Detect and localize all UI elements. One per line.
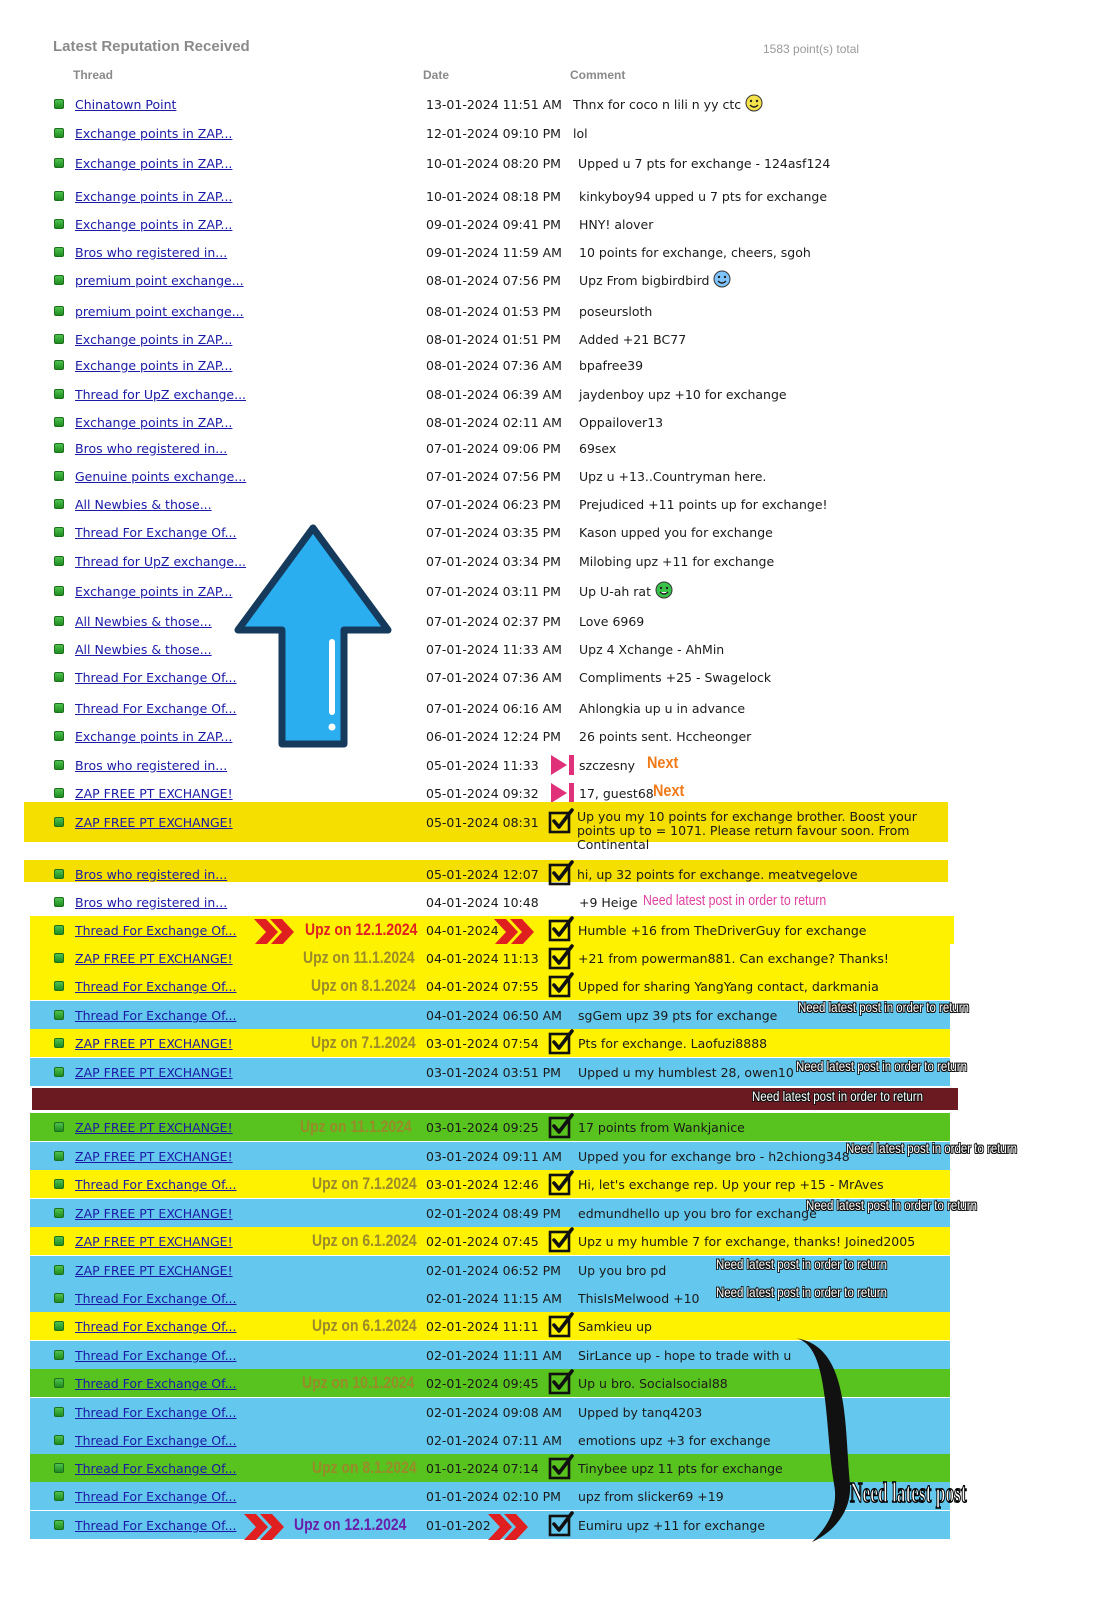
double-chevron-icon — [252, 917, 296, 947]
rep-bullet-icon — [54, 1435, 64, 1445]
upz-date-label: Upz on 6.1.2024 — [312, 1316, 417, 1335]
rep-comment: Upped for sharing YangYang contact, darkmania — [578, 979, 879, 994]
rep-date: 07-01-2024 06:16 AM — [426, 701, 562, 716]
rep-bullet-icon — [54, 644, 64, 654]
table-row — [0, 210, 1095, 238]
table-row — [0, 1341, 1095, 1369]
table-row — [0, 1142, 1095, 1170]
checkbox-tick-icon — [548, 1113, 574, 1139]
checkbox-tick-icon — [548, 916, 574, 942]
rep-comment: Upz From bigbirdbird — [579, 273, 710, 288]
thread-link[interactable]: Thread For Exchange Of... — [75, 1319, 237, 1334]
rep-date: 01-01-2024 07:14 — [426, 1461, 539, 1476]
table-row — [0, 1199, 1095, 1227]
thread-link[interactable]: Exchange points in ZAP... — [75, 358, 233, 373]
rep-comment: lol — [573, 126, 588, 141]
rep-comment: 10 points for exchange, cheers, sgoh — [579, 245, 811, 260]
table-row — [0, 722, 1095, 750]
rep-date: 08-01-2024 01:53 PM — [426, 304, 561, 319]
rep-bullet-icon — [54, 1122, 64, 1132]
checkbox-tick-icon — [548, 1454, 574, 1480]
table-row — [0, 607, 1095, 635]
need-latest-post-note: Need latest post in order to return — [752, 1088, 924, 1104]
table-row — [0, 1113, 1095, 1141]
rep-date: 05-01-2024 11:33 — [426, 758, 539, 773]
thread-link[interactable]: Exchange points in ZAP... — [75, 729, 233, 744]
thread-link[interactable]: Exchange points in ZAP... — [75, 156, 233, 171]
thread-link[interactable]: Exchange points in ZAP... — [75, 126, 233, 141]
rep-bullet-icon — [54, 1208, 64, 1218]
table-row — [0, 380, 1095, 408]
thread-link[interactable]: Thread For Exchange Of... — [75, 1461, 237, 1476]
column-header-thread: Thread — [73, 68, 114, 82]
table-row — [0, 1284, 1095, 1312]
rep-bullet-icon — [54, 247, 64, 257]
thread-link[interactable]: ZAP FREE PT EXCHANGE! — [75, 1206, 233, 1221]
rep-comment: Up you bro pd — [578, 1263, 667, 1278]
checkbox-tick-icon — [548, 1029, 574, 1055]
next-label: Next — [647, 753, 679, 772]
table-row — [0, 1256, 1095, 1284]
double-chevron-icon — [486, 1512, 530, 1542]
table-row — [0, 972, 1095, 1000]
rep-comment: kinkyboy94 upped u 7 pts for exchange — [579, 189, 828, 204]
thread-link[interactable]: Exchange points in ZAP... — [75, 584, 233, 599]
rep-date: 05-01-2024 12:07 — [426, 867, 539, 882]
table-row — [0, 1369, 1095, 1397]
rep-date: 02-01-2024 11:11 AM — [426, 1348, 562, 1363]
table-row — [0, 297, 1095, 325]
table-row — [0, 1001, 1095, 1029]
double-chevron-icon — [492, 917, 536, 947]
thread-link[interactable]: ZAP FREE PT EXCHANGE! — [75, 1065, 233, 1080]
rep-bullet-icon — [54, 471, 64, 481]
rep-comment: Added +21 BC77 — [579, 332, 687, 347]
checkbox-tick-icon — [548, 1369, 574, 1395]
table-row — [0, 462, 1095, 490]
rep-comment: Ahlongkia up u in advance — [579, 701, 746, 716]
rep-comment: Tinybee upz 11 pts for exchange — [578, 1461, 783, 1476]
table-row — [0, 916, 1095, 944]
rep-bullet-icon — [54, 1321, 64, 1331]
rep-bullet-icon — [54, 981, 64, 991]
rep-comment: Samkieu up — [578, 1319, 652, 1334]
rep-date: 04-01-2024 10:48 — [426, 895, 539, 910]
table-row — [0, 1084, 1095, 1112]
thread-link[interactable]: Exchange points in ZAP... — [75, 217, 233, 232]
table-row — [0, 577, 1095, 605]
double-chevron-icon — [242, 1512, 286, 1542]
table-row — [0, 663, 1095, 691]
rep-bullet-icon — [54, 1151, 64, 1161]
rep-bullet-icon — [54, 1491, 64, 1501]
thread-link[interactable]: Thread For Exchange Of... — [75, 923, 237, 938]
rep-comment: 17 points from Wankjanice — [578, 1120, 745, 1135]
table-row — [0, 1170, 1095, 1198]
rep-bullet-icon — [54, 1378, 64, 1388]
checkbox-tick-icon — [548, 1170, 574, 1196]
rep-date: 07-01-2024 03:34 PM — [426, 554, 561, 569]
table-row — [0, 490, 1095, 518]
rep-comment: Pts for exchange. Laofuzi8888 — [578, 1036, 768, 1051]
rep-comment: Love 6969 — [579, 614, 645, 629]
rep-bullet-icon — [54, 1265, 64, 1275]
table-row — [0, 266, 1095, 294]
rep-bullet-icon — [54, 417, 64, 427]
page-title: Latest Reputation Received — [53, 38, 250, 55]
rep-comment: HNY! alover — [579, 217, 654, 232]
upz-date-label: Upz on 7.1.2024 — [312, 1174, 417, 1193]
thread-link[interactable]: Thread For Exchange Of... — [75, 1489, 237, 1504]
rep-comment: +9 Heige — [579, 895, 638, 910]
upz-date-label: Upz on 12.1.2024 — [305, 920, 418, 939]
thread-link[interactable]: Chinatown Point — [75, 97, 177, 112]
brace-note: Need latest post — [850, 1478, 967, 1509]
table-row — [0, 1029, 1095, 1057]
rep-comment: hi, up 32 points for exchange. meatvegelove — [577, 867, 858, 882]
rep-date: 06-01-2024 12:24 PM — [426, 729, 561, 744]
rep-bullet-icon — [54, 1179, 64, 1189]
checkbox-tick-icon — [548, 972, 574, 998]
thread-link[interactable]: Thread for UpZ exchange... — [75, 554, 247, 569]
rep-bullet-icon — [54, 1350, 64, 1360]
rep-comment: edmundhello up you bro for exchange — [578, 1206, 817, 1221]
rep-bullet-icon — [54, 306, 64, 316]
thread-link[interactable]: Thread For Exchange Of... — [75, 525, 237, 540]
rep-date: 07-01-2024 03:11 PM — [426, 584, 561, 599]
table-row — [0, 1058, 1095, 1086]
rep-bullet-icon — [54, 1463, 64, 1473]
thread-link[interactable]: ZAP FREE PT EXCHANGE! — [75, 1149, 233, 1164]
rep-comment: Up U-ah rat — [579, 584, 651, 599]
rep-comment: 69sex — [579, 441, 617, 456]
rep-date: 08-01-2024 07:36 AM — [426, 358, 562, 373]
thread-link[interactable]: Thread For Exchange Of... — [75, 1348, 237, 1363]
need-latest-post-note: Need latest post in order to return — [716, 1256, 888, 1272]
thread-link[interactable]: Thread For Exchange Of... — [75, 670, 237, 685]
rep-comment: SirLance up - hope to trade with u — [578, 1348, 792, 1363]
rep-date: 04-01-2024 — [426, 923, 499, 938]
table-row — [0, 1312, 1095, 1340]
rep-bullet-icon — [54, 360, 64, 370]
rep-date: 01-01-2024 02:10 PM — [426, 1489, 561, 1504]
rep-comment: jaydenboy upz +10 for exchange — [579, 387, 787, 402]
rep-bullet-icon — [54, 158, 64, 168]
upz-date-label: Upz on 12.1.2024 — [294, 1515, 407, 1534]
rep-bullet-icon — [54, 527, 64, 537]
rep-bullet-icon — [54, 99, 64, 109]
rep-date: 03-01-2024 07:54 — [426, 1036, 539, 1051]
rep-bullet-icon — [54, 1236, 64, 1246]
rep-comment: Eumiru upz +11 for exchange — [578, 1518, 766, 1533]
rep-comment: Prejudiced +11 points up for exchange! — [579, 497, 828, 512]
table-row — [0, 518, 1095, 546]
rep-bullet-icon — [54, 1293, 64, 1303]
rep-bullet-icon — [54, 731, 64, 741]
need-latest-post-note: Need latest post in order to return — [806, 1197, 978, 1213]
thread-link[interactable]: Thread For Exchange Of... — [75, 1008, 237, 1023]
rep-comment: Upped u my humblest 28, owen10 — [578, 1065, 794, 1080]
rep-bullet-icon — [54, 1067, 64, 1077]
rep-date: 10-01-2024 08:18 PM — [426, 189, 561, 204]
rep-bullet-icon — [54, 897, 64, 907]
need-latest-post-note: Need latest post in order to return — [796, 1058, 968, 1074]
next-label: Next — [653, 781, 685, 800]
rep-date: 02-01-2024 07:11 AM — [426, 1433, 562, 1448]
rep-date: 12-01-2024 09:10 PM — [426, 126, 561, 141]
thread-link[interactable]: Bros who registered in... — [75, 441, 228, 456]
rep-date: 04-01-2024 11:13 — [426, 951, 539, 966]
rep-date: 08-01-2024 07:56 PM — [426, 273, 561, 288]
thread-link[interactable]: ZAP FREE PT EXCHANGE! — [75, 786, 233, 801]
rep-date: 01-01-202 — [426, 1518, 491, 1533]
table-row — [0, 888, 1095, 916]
thread-link[interactable]: ZAP FREE PT EXCHANGE! — [75, 951, 233, 966]
rep-date: 07-01-2024 07:36 AM — [426, 670, 562, 685]
rep-comment: emotions upz +3 for exchange — [578, 1433, 771, 1448]
rep-date: 03-01-2024 09:11 AM — [426, 1149, 562, 1164]
thread-link[interactable]: Thread For Exchange Of... — [75, 1518, 237, 1533]
upz-date-label: Upz on 11.1.2024 — [300, 1117, 412, 1136]
thread-link[interactable]: ZAP FREE PT EXCHANGE! — [75, 1234, 233, 1249]
thread-link[interactable]: Thread For Exchange Of... — [75, 979, 237, 994]
thread-link[interactable]: ZAP FREE PT EXCHANGE! — [75, 815, 233, 830]
rep-comment: Up you my 10 points for exchange brother. Boost your points up to = 1071. Please return favour soon. From Continental — [577, 809, 917, 852]
rep-date: 09-01-2024 09:41 PM — [426, 217, 561, 232]
column-header-comment: Comment — [570, 68, 626, 82]
rep-date: 08-01-2024 06:39 AM — [426, 387, 562, 402]
thread-link[interactable]: Thread For Exchange Of... — [75, 701, 237, 716]
rep-comment: Milobing upz +11 for exchange — [579, 554, 775, 569]
rep-comment: 26 points sent. Hccheonger — [579, 729, 752, 744]
rep-bullet-icon — [54, 191, 64, 201]
wink-emoji-icon — [713, 270, 731, 288]
rep-bullet-icon — [54, 788, 64, 798]
rep-date: 02-01-2024 07:45 — [426, 1234, 539, 1249]
thread-link[interactable]: Exchange points in ZAP... — [75, 332, 233, 347]
checkbox-tick-icon — [548, 860, 574, 886]
rep-date: 02-01-2024 11:11 — [426, 1319, 539, 1334]
thread-link[interactable]: Exchange points in ZAP... — [75, 415, 233, 430]
points-total: 1583 point(s) total — [763, 42, 860, 56]
rep-comment: Kason upped you for exchange — [579, 525, 773, 540]
table-row — [0, 694, 1095, 722]
table-row — [0, 1511, 1095, 1539]
thread-link[interactable]: Exchange points in ZAP... — [75, 189, 233, 204]
thread-link[interactable]: Bros who registered in... — [75, 245, 228, 260]
rep-comment: Humble +16 from TheDriverGuy for exchange — [578, 923, 867, 938]
rep-comment: Thnx for coco n lili n yy ctc — [573, 97, 742, 112]
rep-comment: sgGem upz 39 pts for exchange — [578, 1008, 778, 1023]
rep-date: 07-01-2024 06:23 PM — [426, 497, 561, 512]
rep-date: 10-01-2024 08:20 PM — [426, 156, 561, 171]
need-latest-post-note: Need latest post in order to return — [716, 1284, 888, 1300]
rep-bullet-icon — [54, 703, 64, 713]
rep-date: 07-01-2024 09:06 PM — [426, 441, 561, 456]
rep-bullet-icon — [54, 616, 64, 626]
upz-date-label: Upz on 8.1.2024 — [312, 1458, 417, 1477]
thread-link[interactable]: Thread For Exchange Of... — [75, 1376, 237, 1391]
thread-link[interactable]: Thread for UpZ exchange... — [75, 387, 247, 402]
rep-comment: Upz u my humble 7 for exchange, thanks! Joined2005 — [578, 1234, 916, 1249]
upz-date-label: Upz on 7.1.2024 — [311, 1033, 416, 1052]
need-latest-post-note: Need latest post in order to return — [643, 892, 827, 909]
rep-comment: upz from slicker69 +19 — [578, 1489, 724, 1504]
rep-bullet-icon — [54, 275, 64, 285]
checkbox-tick-icon — [548, 944, 574, 970]
table-row — [0, 1426, 1095, 1454]
checkbox-tick-icon — [548, 808, 574, 834]
thread-link[interactable]: premium point exchange... — [75, 273, 244, 288]
rep-date: 05-01-2024 08:31 — [426, 815, 539, 830]
rep-bullet-icon — [54, 925, 64, 935]
rep-comment: Up u bro. Socialsocial88 — [578, 1376, 728, 1391]
thread-link[interactable]: premium point exchange... — [75, 304, 244, 319]
thread-link[interactable]: ZAP FREE PT EXCHANGE! — [75, 1120, 233, 1135]
rep-comment: Upz 4 Xchange - AhMin — [579, 642, 725, 657]
rep-date: 07-01-2024 03:35 PM — [426, 525, 561, 540]
checkbox-tick-icon — [548, 1227, 574, 1253]
table-row — [0, 182, 1095, 210]
rep-comment: poseursloth — [579, 304, 653, 319]
upz-date-label: Upz on 6.1.2024 — [312, 1231, 417, 1250]
rep-bullet-icon — [54, 219, 64, 229]
thread-link[interactable]: All Newbies & those... — [75, 642, 212, 657]
rep-date: 02-01-2024 08:49 PM — [426, 1206, 561, 1221]
next-play-icon — [550, 753, 576, 777]
rep-date: 05-01-2024 09:32 — [426, 786, 539, 801]
rep-comment: 17, guest68 — [579, 786, 654, 801]
need-latest-post-note: Need latest post in order to return — [798, 999, 970, 1015]
upz-date-label: Upz on 11.1.2024 — [303, 948, 415, 967]
rep-bullet-icon — [54, 586, 64, 596]
rep-date: 08-01-2024 01:51 PM — [426, 332, 561, 347]
thread-link[interactable]: Thread For Exchange Of... — [75, 1433, 237, 1448]
column-header-date: Date — [423, 68, 450, 82]
table-row — [0, 944, 1095, 972]
rep-date: 03-01-2024 09:25 — [426, 1120, 539, 1135]
rep-bullet-icon — [54, 1520, 64, 1530]
rep-date: 07-01-2024 11:33 AM — [426, 642, 562, 657]
thread-link[interactable]: Bros who registered in... — [75, 895, 228, 910]
grin-emoji-icon — [655, 581, 673, 599]
table-row — [0, 547, 1095, 575]
upz-date-label: Upz on 10.1.2024 — [302, 1373, 415, 1392]
rep-bullet-icon — [54, 817, 64, 827]
smile-emoji-icon — [745, 94, 763, 112]
table-row — [0, 90, 1095, 118]
rep-date: 09-01-2024 11:59 AM — [426, 245, 562, 260]
rep-bullet-icon — [54, 443, 64, 453]
thread-link[interactable]: ZAP FREE PT EXCHANGE! — [75, 1036, 233, 1051]
up-arrow-icon — [232, 522, 394, 754]
rep-date: 03-01-2024 03:51 PM — [426, 1065, 561, 1080]
thread-link[interactable]: All Newbies & those... — [75, 614, 212, 629]
thread-link[interactable]: Bros who registered in... — [75, 867, 228, 882]
rep-comment: szczesny — [579, 758, 636, 773]
rep-bullet-icon — [54, 672, 64, 682]
rep-date: 02-01-2024 06:52 PM — [426, 1263, 561, 1278]
rep-bullet-icon — [54, 334, 64, 344]
thread-link[interactable]: Thread For Exchange Of... — [75, 1291, 237, 1306]
rep-comment: Upped you for exchange bro - h2chiong348 — [578, 1149, 850, 1164]
rep-bullet-icon — [54, 1407, 64, 1417]
rep-bullet-icon — [54, 389, 64, 399]
rep-date: 08-01-2024 02:11 AM — [426, 415, 562, 430]
rep-comment: bpafree39 — [579, 358, 644, 373]
rep-bullet-icon — [54, 760, 64, 770]
table-row — [0, 238, 1095, 266]
rep-bullet-icon — [54, 128, 64, 138]
rep-bullet-icon — [54, 556, 64, 566]
upz-date-label: Upz on 8.1.2024 — [311, 976, 416, 995]
rep-date: 04-01-2024 06:50 AM — [426, 1008, 562, 1023]
table-row — [0, 1398, 1095, 1426]
rep-date: 02-01-2024 09:45 — [426, 1376, 539, 1391]
rep-bullet-icon — [54, 1038, 64, 1048]
thread-link[interactable]: Genuine points exchange... — [75, 469, 247, 484]
rep-bullet-icon — [54, 953, 64, 963]
rep-comment: Upz u +13..Countryman here. — [579, 469, 767, 484]
table-row — [0, 325, 1095, 353]
rep-date: 13-01-2024 11:51 AM — [426, 97, 562, 112]
table-row — [0, 860, 1095, 888]
table-row — [0, 119, 1095, 147]
rep-bullet-icon — [54, 1010, 64, 1020]
rep-date: 02-01-2024 09:08 AM — [426, 1405, 562, 1420]
checkbox-tick-icon — [548, 1511, 574, 1537]
rep-comment: +21 from powerman881. Can exchange? Thanks! — [578, 951, 889, 966]
thread-link[interactable]: Thread For Exchange Of... — [75, 1405, 237, 1420]
rep-comment: Upped by tanq4203 — [578, 1405, 703, 1420]
table-row — [0, 1227, 1095, 1255]
thread-link[interactable]: All Newbies & those... — [75, 497, 212, 512]
rep-date: 07-01-2024 07:56 PM — [426, 469, 561, 484]
table-row — [0, 808, 1095, 852]
rep-comment: ThisIsMelwood +10 — [578, 1291, 700, 1306]
rep-date: 02-01-2024 11:15 AM — [426, 1291, 562, 1306]
rep-comment: Hi, let's exchange rep. Up your rep +15 - MrAves — [578, 1177, 884, 1192]
table-row — [0, 149, 1095, 177]
rep-comment: Oppailover13 — [579, 415, 664, 430]
table-row — [0, 434, 1095, 462]
rep-bullet-icon — [54, 499, 64, 509]
brace-icon — [790, 1334, 860, 1544]
table-row — [0, 351, 1095, 379]
rep-date: 04-01-2024 07:55 — [426, 979, 539, 994]
rep-comment: Compliments +25 - Swagelock — [579, 670, 772, 685]
rep-date: 03-01-2024 12:46 — [426, 1177, 539, 1192]
thread-link[interactable]: Bros who registered in... — [75, 758, 228, 773]
checkbox-tick-icon — [548, 1312, 574, 1338]
thread-link[interactable]: Thread For Exchange Of... — [75, 1177, 237, 1192]
table-row — [0, 751, 1095, 779]
thread-link[interactable]: ZAP FREE PT EXCHANGE! — [75, 1263, 233, 1278]
rep-comment: Upped u 7 pts for exchange - 124asf124 — [578, 156, 831, 171]
rep-date: 07-01-2024 02:37 PM — [426, 614, 561, 629]
rep-bullet-icon — [54, 869, 64, 879]
table-row — [0, 635, 1095, 663]
need-latest-post-note: Need latest post in order to return — [846, 1140, 1018, 1156]
table-row — [0, 408, 1095, 436]
